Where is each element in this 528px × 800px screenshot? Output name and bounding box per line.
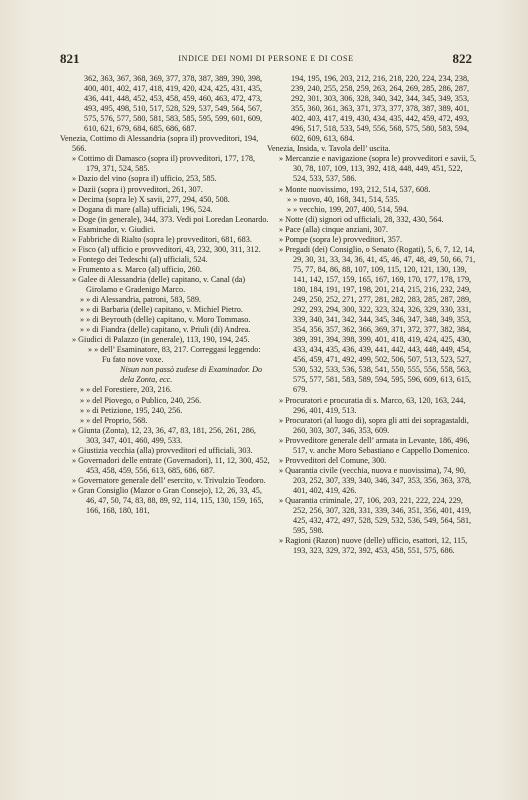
- ditto-mark: »: [279, 465, 284, 475]
- index-entry: [60, 335, 270, 345]
- left-page-number: 821: [60, 51, 80, 66]
- ditto-mark: »: [279, 455, 284, 465]
- index-entry: [267, 235, 477, 245]
- ditto-mark: »: [72, 204, 77, 214]
- ditto-mark: »: [72, 234, 77, 244]
- ditto-mark: »: [72, 174, 77, 184]
- index-entry-text: Pregadi (dei) Consiglio, o Senato (Rogati), 5, 6, 7, 12, 14, 29, 30, 31, 33, 34, 36, 41, 45, 46, 47, 48, 49, 50, 66, 71, 75, 77, 84, 86, 88, 107, 109, 115, 120, 121, 130, 139, 141, 142, 157, 159, 165, 167, 169, 170, 177, 178, 179, 180, 184, 191, 197, 198, 201, 214, 215, 216, 232, 249, 249, 250, 252, 271, 277, 281, 282, 283, 285, 287, 289, 292, 293, 294, 300, 322, 323, 324, 326, 329, 330, 331, 339, 340, 341, 342, 344, 345, 346, 347, 348, 349, 353, 354, 356, 357, 362, 366, 369, 371, 372, 377, 382, 384, 389, 391, 394, 398, 399, 401, 418, 419, 424, 425, 430, 433, 434, 435, 436, 439, 441, 442, 443, 448, 449, 454, 456, 459, 471, 492, 499, 502, 506, 507, 513, 523, 527, 530, 532, 533, 536, 538, 541, 550, 555, 556, 558, 563, 575, 577, 581, 583, 589, 594, 595, 596, 609, 613, 615, 679.: [285, 244, 476, 395]
- index-entry: [267, 185, 477, 195]
- ditto-mark: » »: [287, 194, 298, 204]
- ditto-mark: » »: [80, 295, 91, 305]
- ditto-mark: » »: [80, 315, 91, 325]
- index-entry-text: Governadori delle entrate (Governadori), 11, 12, 300, 452, 453, 458, 459, 556, 613, 685, 686, 687.: [78, 455, 270, 475]
- index-entry-text: Gran Consiglio (Mazor o Gran Consejo), 12, 26, 33, 45, 46, 47, 50, 74, 83, 88, 89, 92, 114, 115, 130, 159, 165, 166, 168, 180, 181,: [78, 485, 264, 516]
- ditto-mark: »: [72, 194, 77, 204]
- index-entry-text: Dogana di mare (alla) ufficiali, 196, 524.: [78, 204, 213, 214]
- index-entry: [60, 74, 270, 134]
- index-entry: [60, 426, 270, 446]
- index-entry: [60, 174, 270, 184]
- ditto-mark: »: [72, 475, 77, 485]
- index-entry: [60, 396, 270, 406]
- index-entry: [267, 225, 477, 235]
- ditto-mark: »: [279, 415, 284, 425]
- ditto-mark: »: [72, 154, 77, 164]
- index-entry: [267, 144, 477, 154]
- index-entry-text: del Forestiere, 203, 216.: [92, 385, 172, 395]
- index-entry: [60, 385, 270, 395]
- ditto-mark: » »: [80, 385, 91, 395]
- index-entry-text: Giudici di Palazzo (in generale), 113, 190, 194, 245.: [78, 335, 250, 345]
- index-entry: [60, 195, 270, 205]
- index-entry: [60, 245, 270, 255]
- ditto-mark: »: [72, 244, 77, 254]
- index-entry-text: 194, 195, 196, 203, 212, 216, 218, 220, 224, 234, 238, 239, 240, 255, 258, 259, 263, 264, 269, 285, 286, 287, 292, 301, 303, 306, 328, 340, 342, 344, 345, 349, 353, 355, 360, 361, 363, 371, 373, 377, 378, 387, 389, 401, 402, 403, 417, 419, 430, 434, 435, 442, 459, 472, 493, 496, 517, 518, 533, 549, 556, 568, 575, 580, 583, 594, 602, 609, 613, 684.: [291, 74, 470, 144]
- index-entry-text: Quarantia criminale, 27, 106, 203, 221, 222, 224, 229, 252, 256, 307, 328, 331, 339, 346, 351, 356, 401, 419, 425, 432, 472, 497, 528, 529, 532, 536, 549, 564, 581, 595, 598.: [285, 495, 472, 536]
- ditto-mark: » »: [287, 204, 298, 214]
- ditto-mark: »: [279, 214, 284, 224]
- ditto-mark: »: [72, 455, 77, 465]
- index-entry-text: Venezia, Insida, v. Tavola dell’ uscita.: [267, 144, 391, 154]
- index-entry-text: Notte (di) signori od ufficiali, 28, 332, 430, 564.: [285, 214, 444, 224]
- index-entry-text: Fisco (al) ufficio e provveditori, 43, 232, 300, 311, 312.: [78, 244, 261, 254]
- ditto-mark: »: [72, 224, 77, 234]
- index-entry: [60, 154, 270, 174]
- index-entry: [60, 456, 270, 476]
- index-entry: [267, 496, 477, 536]
- index-entry-text: Fabbriche di Rialto (sopra le) provveditori, 681, 683.: [78, 234, 252, 244]
- ditto-mark: »: [279, 234, 284, 244]
- right-index-column: [267, 74, 477, 556]
- ditto-mark: »: [72, 274, 77, 284]
- index-entry: [60, 295, 270, 305]
- index-entry: [267, 536, 477, 556]
- index-entry-text: Ragioni (Razon) nuove (delle) ufficio, esattori, 12, 115, 193, 323, 329, 372, 392, 453, 458, 551, 575, 686.: [285, 536, 468, 556]
- ditto-mark: » »: [80, 325, 91, 335]
- index-entry-text: Mercanzie e navigazione (sopra le) provveditori e savii, 5, 30, 78, 107, 109, 113, 392, 418, 448, 449, 451, 522, 524, 533, 537, 586.: [285, 154, 477, 184]
- index-entry-text: Governatore generale dell’ esercito, v. Trivulzio Teodoro.: [78, 475, 266, 485]
- index-entry-text: Pompe (sopra le) provveditori, 357.: [285, 234, 403, 244]
- index-entry-text: di Alessandria, patroni, 583, 589.: [92, 295, 201, 305]
- index-entry-text: Fontego dei Tedeschi (al) ufficiali, 524.: [78, 254, 208, 264]
- index-entry: [60, 235, 270, 245]
- index-entry-text: Frumento a s. Marco (al) ufficio, 260.: [78, 264, 202, 274]
- index-entry-text: Cottimo di Damasco (sopra il) provveditori, 177, 178, 179, 371, 524, 585.: [78, 154, 256, 174]
- index-entry-text: Giunta (Zonta), 12, 23, 36, 47, 83, 181, 256, 261, 286, 303, 347, 401, 460, 499, 533.: [78, 425, 256, 445]
- index-entry: [60, 185, 270, 195]
- index-entry: [267, 396, 477, 416]
- index-entry-text: nuovo, 40, 168, 341, 514, 535.: [299, 194, 400, 204]
- ditto-mark: » »: [80, 305, 91, 315]
- ditto-mark: »: [279, 395, 284, 405]
- ditto-mark: »: [72, 425, 77, 435]
- index-entry-text: 362, 363, 367, 368, 369, 377, 378, 387, 389, 390, 398, 400, 401, 402, 417, 418, 419, 420, 424, 425, 431, 435, 436, 441, 448, 452, 453, 458, 459, 460, 463, 472, 473, 493, 495, 498, 510, 517, 528, 529, 537, 549, 564, 567, 575, 576, 577, 580, 581, 583, 585, 595, 599, 601, 609, 610, 621, 679, 684, 685, 686, 687.: [84, 74, 263, 134]
- ditto-mark: » »: [80, 405, 91, 415]
- index-entry-text: Pace (alla) cinque anziani, 307.: [285, 224, 388, 234]
- index-entry: [267, 245, 477, 396]
- index-entry: [267, 456, 477, 466]
- index-entry-text: di Barbaria (delle) capitano, v. Michiel Pietro.: [92, 305, 243, 315]
- index-entry-text: Esaminador, v. Giudici.: [78, 224, 156, 234]
- index-entry: [60, 476, 270, 486]
- index-entry: [267, 215, 477, 225]
- ditto-mark: »: [72, 445, 77, 455]
- index-entry-text: Provveditori del Comune, 300.: [285, 455, 387, 465]
- ditto-mark: »: [279, 154, 284, 164]
- index-entry-text: Quarantia civile (vecchia, nuova e nuovissima), 74, 90, 203, 252, 307, 339, 340, 346, 347, 353, 356, 363, 378, 401, 402, 419, 426.: [285, 465, 472, 495]
- index-entry: [60, 215, 270, 225]
- index-entry-text: del Proprio, 568.: [92, 415, 148, 425]
- ditto-mark: »: [279, 244, 284, 254]
- index-entry-text: Procuratori e procuratia di s. Marco, 63, 120, 163, 244, 296, 401, 419, 513.: [285, 395, 466, 415]
- index-entry: [60, 345, 270, 365]
- index-entry: [267, 154, 477, 184]
- ditto-mark: » »: [80, 415, 91, 425]
- index-entry: [267, 416, 477, 436]
- index-entry-text: Venezia, Cottimo di Alessandria (sopra il) provveditori, 194, 566.: [60, 134, 259, 154]
- ditto-mark: »: [279, 224, 284, 234]
- index-entry-text: Dazio del vino (sopra il) ufficio, 253, 585.: [78, 174, 217, 184]
- index-entry-text: di Beyrouth (delle) capitano, v. Moro Tommaso.: [92, 315, 251, 325]
- index-entry: [60, 134, 270, 154]
- index-entry-text: di Fiandra (delle) capitano, v. Priuli (di) Andrea.: [92, 325, 251, 335]
- index-entry: [60, 416, 270, 426]
- running-title: INDICE DEI NOMI DI PERSONE E DI COSE: [178, 54, 354, 63]
- index-entry: [60, 305, 270, 315]
- ditto-mark: »: [72, 485, 77, 495]
- index-entry: [60, 406, 270, 416]
- index-entry-text: Giustizia vecchia (alla) provveditori ed ufficiali, 303.: [78, 445, 253, 455]
- index-entry: [60, 225, 270, 235]
- running-header: [60, 53, 472, 69]
- index-entry: [60, 315, 270, 325]
- index-entry: [60, 205, 270, 215]
- index-entry-text: Nisun non passò zudese di Examinador. Do dela Zonta, ecc.: [120, 365, 263, 385]
- index-entry-text: Dazii (sopra i) provveditori, 261, 307.: [78, 184, 203, 194]
- ditto-mark: »: [279, 184, 284, 194]
- left-index-column: [60, 74, 270, 516]
- index-entry-text: dell’ Esaminatore, 83, 217. Correggasi leggendo: Fu fato nove voxe.: [100, 345, 261, 365]
- index-entry-text: Decima (sopra le) X savii, 277, 294, 450, 508.: [78, 194, 230, 204]
- index-entry: [267, 74, 477, 144]
- index-entry-text: Monte nuovissimo, 193, 212, 514, 537, 608.: [285, 184, 431, 194]
- index-entry: [267, 466, 477, 496]
- index-entry-text: del Piovego, o Publico, 240, 256.: [92, 395, 202, 405]
- index-entry: [267, 436, 477, 456]
- index-entry: [267, 195, 477, 205]
- index-entry-text: Procuratori (al luogo di), sopra gli atti dei sopragastaldi, 260, 303, 307, 346, 353, 609.: [285, 415, 469, 435]
- ditto-mark: »: [72, 214, 77, 224]
- ditto-mark: »: [279, 536, 284, 546]
- ditto-mark: »: [72, 184, 77, 194]
- ditto-mark: »: [279, 495, 284, 505]
- right-page-number: 822: [452, 51, 472, 66]
- index-entry-text: di Petizione, 195, 240, 256.: [92, 405, 183, 415]
- index-entry: [60, 365, 270, 385]
- index-entry: [60, 265, 270, 275]
- ditto-mark: »: [72, 254, 77, 264]
- index-entry: [60, 446, 270, 456]
- index-entry: [60, 325, 270, 335]
- index-entry-text: Galee di Alessandria (delle) capitano, v. Canal (da) Girolamo e Gradenigo Marco.: [78, 274, 246, 294]
- ditto-mark: » »: [88, 345, 99, 355]
- index-entry: [60, 486, 270, 516]
- index-entry-text: Provveditore generale dell’ armata in Levante, 186, 496, 517, v. anche Moro Sebastiano e Cappello Domenico.: [285, 435, 470, 455]
- index-entry-text: vecchio, 199, 207, 400, 514, 594.: [299, 204, 409, 214]
- index-entry: [60, 275, 270, 295]
- ditto-mark: »: [72, 264, 77, 274]
- ditto-mark: »: [279, 435, 284, 445]
- index-entry: [60, 255, 270, 265]
- ditto-mark: » »: [80, 395, 91, 405]
- index-entry: [267, 205, 477, 215]
- index-entry-text: Doge (in generale), 344, 373. Vedi poi Loredan Leonardo.: [78, 214, 269, 224]
- ditto-mark: »: [72, 335, 77, 345]
